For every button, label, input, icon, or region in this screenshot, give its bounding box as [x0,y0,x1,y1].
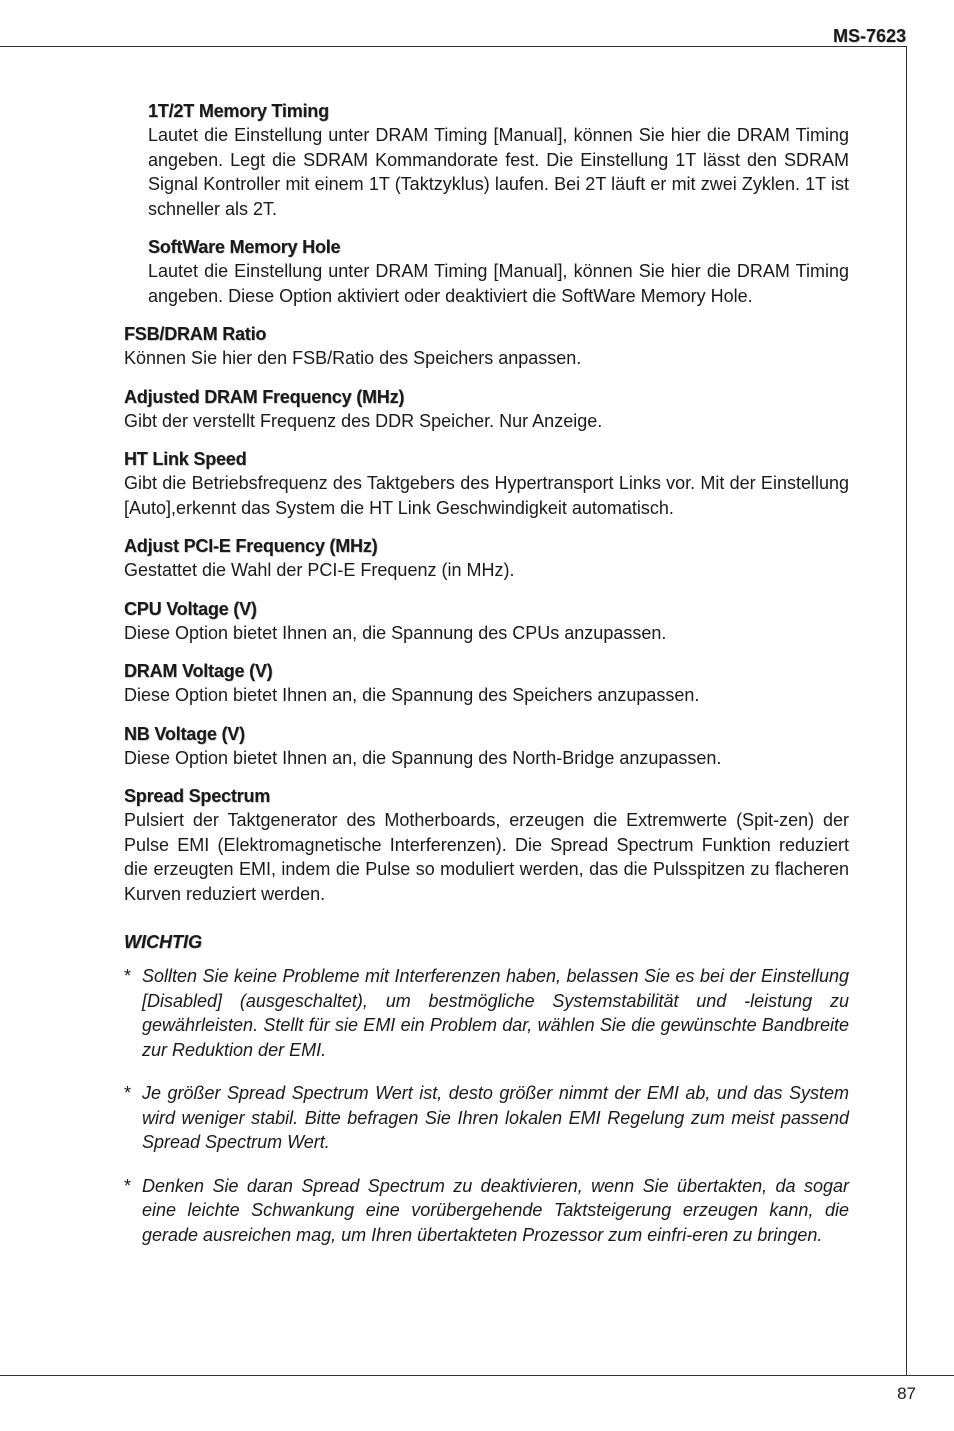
page-number: 87 [897,1384,916,1403]
section-memory-timing [124,99,849,221]
section-adjust-pcie-frequency [124,534,849,583]
section-body: Gibt der verstellt Frequenz des DDR Speicher. Nur Anzeige. [124,410,603,431]
section-body: Pulsiert der Taktgenerator des Motherboards, erzeugen die Extremwerte (Spit-zen) der Pulse EMI (Elektromagnetische Interferenzen). Die Spread Spectrum Funktion reduziert die erzeugten EMI, indem die Pulse so moduliert werden, das die Pulsspitzen zu flacheren Kurven reduziert werden. [124,810,849,904]
important-item [124,1081,849,1155]
top-rule [0,46,907,47]
section-body: Können Sie hier den FSB/Ratio des Speichers anpassen. [124,348,582,368]
section-body: Diese Option bietet Ihnen an, die Spannung des North-Bridge anzupassen. [124,747,722,768]
section-title: Adjusted DRAM Frequency (MHz) [124,386,405,407]
section-dram-voltage [124,659,849,708]
section-title: Adjust PCI-E Frequency (MHz) [124,536,378,556]
important-title: WICHTIG [124,932,202,952]
page-content [124,99,849,1266]
important-item [124,964,849,1062]
bullet-star: * [124,966,132,986]
section-spread-spectrum [124,784,849,906]
section-body: Lautet die Einstellung unter DRAM Timing [Manual], können Sie hier die DRAM Timing angeben. Diese Option aktiviert oder deaktiviert die SoftWare Memory Hole. [148,261,849,306]
section-title: 1T/2T Memory Timing [148,101,329,121]
section-title: FSB/DRAM Ratio [124,324,267,344]
bullet-star: * [124,1083,132,1103]
bullet-star: * [124,1175,132,1196]
bottom-rule [0,1375,954,1376]
section-title: Spread Spectrum [124,786,271,806]
section-title: DRAM Voltage (V) [124,661,273,681]
section-body: Diese Option bietet Ihnen an, die Spannung des CPUs anzupassen. [124,622,667,643]
model-header: MS-7623 [832,26,906,46]
section-adjusted-dram-frequency [124,385,849,434]
important-text: Denken Sie daran Spread Spectrum zu deaktivieren, wenn Sie übertakten, da sogar eine leichte Schwankung eine vorübergehende Taktsteigerung erzeugen kann, die gerade ausreichen mag, um Ihren übertakteten Prozessor zum einfri-eren zu bringen. [142,1175,849,1245]
section-body: Gestattet die Wahl der PCI-E Frequenz (in MHz). [124,560,515,580]
section-body: Diese Option bietet Ihnen an, die Spannung des Speichers anzupassen. [124,685,700,705]
important-item [124,1174,849,1248]
section-nb-voltage [124,722,849,771]
section-body: Gibt die Betriebsfrequenz des Taktgebers des Hypertransport Links vor. Mit der Einstellung [Auto],erkennt das System die HT Link Geschwindigkeit automatisch. [124,473,849,518]
section-cpu-voltage [124,597,849,646]
section-fsb-dram-ratio [124,322,849,371]
section-software-memory-hole [124,235,849,308]
section-title: SoftWare Memory Hole [148,237,341,257]
side-rule [906,46,907,1376]
important-text: Je größer Spread Spectrum Wert ist, desto größer nimmt der EMI ab, und das System wird weniger stabil. Bitte befragen Sie Ihren lokalen EMI Regelung zum meist passend Spread Spectrum Wert. [142,1083,849,1152]
section-title: CPU Voltage (V) [124,598,257,619]
section-body: Lautet die Einstellung unter DRAM Timing [Manual], können Sie hier die DRAM Timing angeben. Legt die SDRAM Kommandorate fest. Die Einstellung 1T lässt den SDRAM Signal Kontroller mit einem 1T (Taktzyklus) laufen. Bei 2T läuft er mit zwei Zyklen. 1T ist schneller als 2T. [148,125,849,219]
section-title: HT Link Speed [124,449,247,469]
section-ht-link-speed [124,447,849,520]
important-text: Sollten Sie keine Probleme mit Interferenzen haben, belassen Sie es bei der Einstellung [Disabled] (ausgeschaltet), um bestmögliche Systemstabilität und -leistung zu gewährleisten. Stellt für sie EMI ein Problem dar, wählen Sie die gewünschte Bandbreite zur Reduktion der EMI. [142,966,849,1060]
section-title: NB Voltage (V) [124,723,245,744]
